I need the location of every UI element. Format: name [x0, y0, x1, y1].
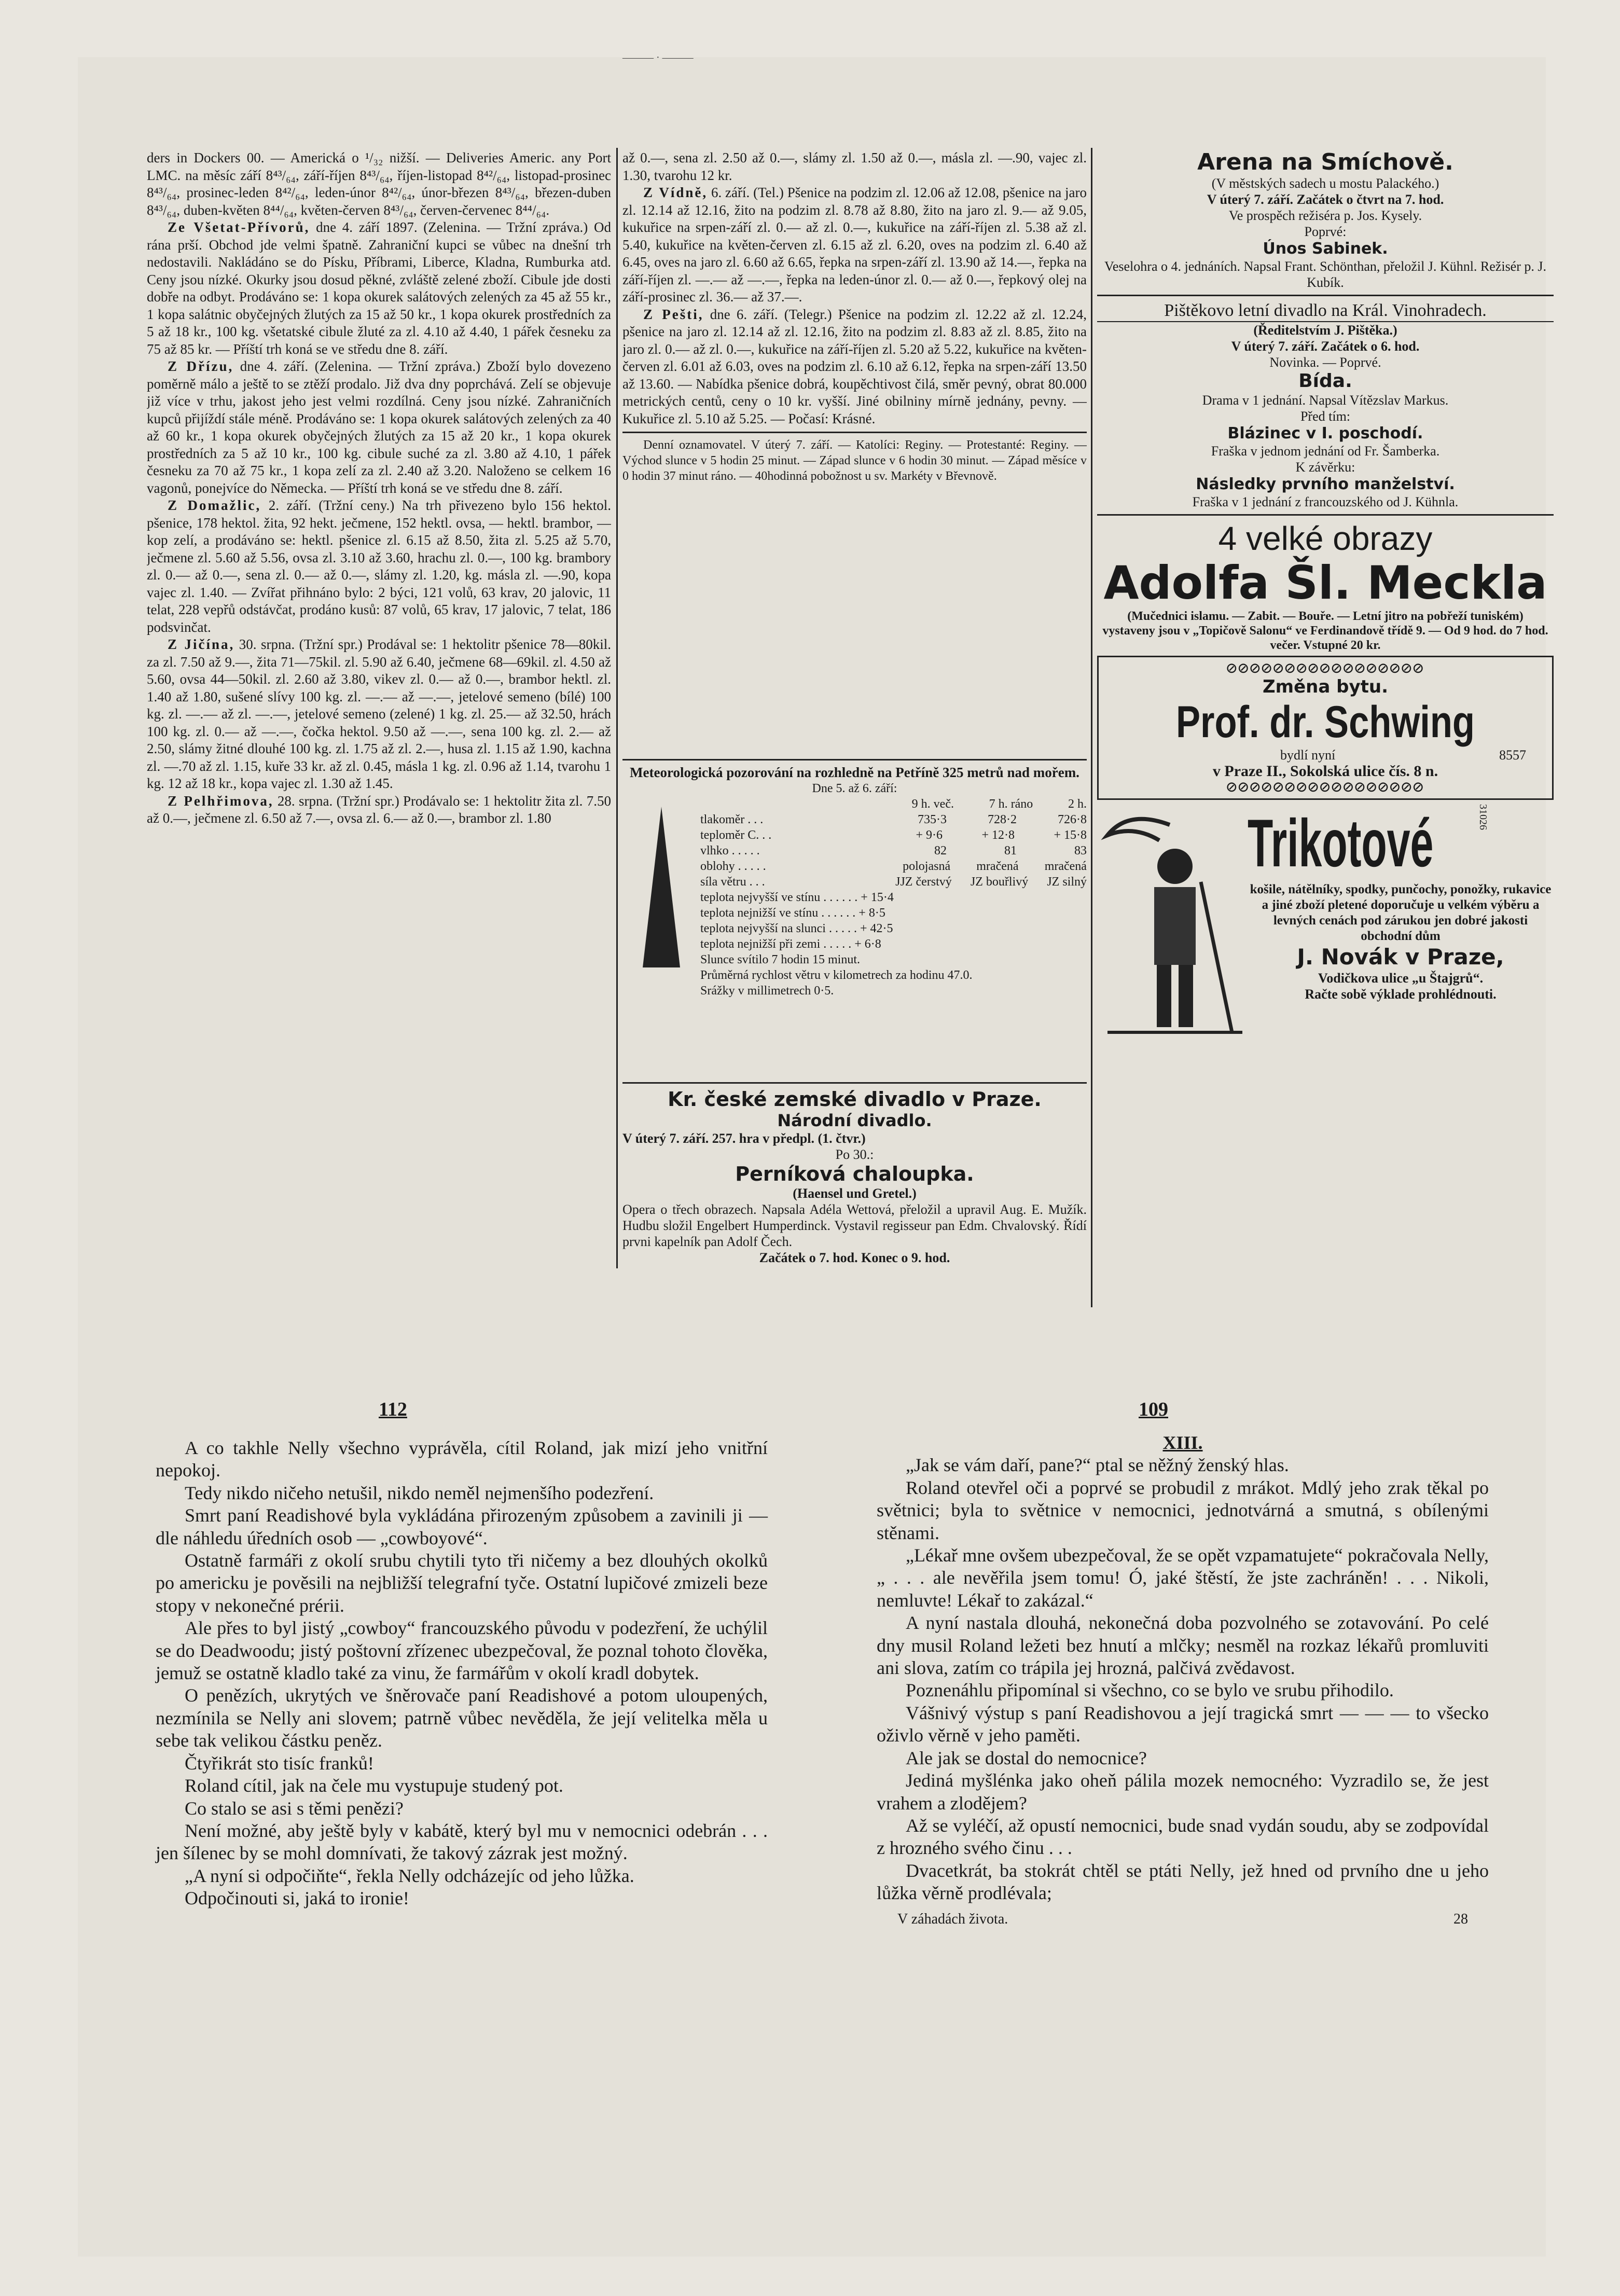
report-paragraph: Z Jičína, 30. srpna. (Tržní spr.) Prodával se: 1 hektolitr pšenice 78—80kil. za zl. 7.50 až 9.—, žita 71—75kil. zl. 5.90 až 6.40, ječmene 68—69kil. zl. 4.50 až 5.60, ovsa 44—50kil. zl. 2.60 až 3.80, vikev zl. 0.— až 0.—, brambor hektl. zl. 1.40 až 1.80, sušené slívy 100 kg. zl. —.— až —.—, jetelové semeno (bílé) 100 kg. zl. —.— až zl. —.—, jetelové semeno (zelené) 1 kg. zl. 25.— až 32.50, hrách 100 kg. zl. 0.— až —.—, čočka hektol. 9.50 až —.—, sena 100 kg. zl. 2.— až 2.50, slámy žitné dlouhé 100 kg. zl. 1.75 až zl. 2.—, husa zl. 1.15 až 1.90, kachna zl. —.70 až zl. 1.15, kuře 33 kr. až zl. 0.45, másla 1 kg. zl. 0.96 až 1.14, tvarohu 1 kg. 12 až 18 kr., kopa vajec zl. 1.30 až 1.45.	[147, 637, 611, 791]
novel-right	[877, 1432, 1489, 1930]
trikot-addr: Vodičkova ulice „u Štajgrů“.	[1318, 971, 1484, 986]
meckl-body: vystaveny jsou v „Topičově Salonu“ ve Ferdinandově třídě 9. — Od 9 hod. do 7 hod. večer. Vstupné 20 kr.	[1102, 624, 1548, 652]
footer-title: V záhadách života.	[897, 1911, 1008, 1927]
mountaineer-illustration-icon	[1097, 804, 1248, 1043]
trikot-foot: Račte sobě výklade prohlédnouti.	[1305, 987, 1497, 1002]
pistek-line1: V úterý 7. září. Začátek o 6. hod.	[1231, 339, 1420, 354]
meckl-sub: (Mučednici islamu. — Zabit. — Bouře. — Letní jitro na pobřeží tuniském)	[1127, 610, 1524, 623]
page-number-right: 109	[1139, 1399, 1168, 1420]
pistek-line3: Před tím:	[1300, 409, 1351, 424]
meteo-row: tlakoměr . . . 735·3 728·2 726·8	[700, 813, 1087, 826]
trikot-title: Trikotové	[1248, 805, 1434, 881]
ads-column	[1097, 149, 1554, 1306]
meteo-extra: Srážky v millimetrech 0·5.	[700, 984, 834, 998]
schwing-ad	[1097, 656, 1554, 800]
theatre-subtitle: (Haensel und Gretel.)	[793, 1186, 917, 1201]
meteo-extra: Průměrná rychlost větru v kilometrech za hodinu 47.0.	[700, 969, 973, 982]
theatre-head: Kr. české zemské divadlo v Praze.	[668, 1088, 1042, 1111]
chapter-heading: XIII.	[1162, 1432, 1203, 1453]
schwing-name: Prof. dr. Schwing	[1176, 697, 1475, 747]
pistek-line2: Novinka. — Poprvé.	[1269, 355, 1381, 370]
eiffel-tower-icon	[622, 796, 700, 999]
divider	[622, 759, 1087, 760]
report-paragraph: Z Vídně, 6. září. (Tel.) Pšenice na podzim zl. 12.06 až 12.08, pšenice na jaro zl. 12.14 až 12.16, žito na podzim zl. 8.78 až 8.80, žito na jaro zl. 9.— až 9.05, kukuřice na srpen-září zl. 0.— až zl. 0.—, kukuřice na září-říjen zl. 5.38 až zl. 5.40, kukuřice na květen-červen zl. 6.15 až zl. 6.20, oves na podzim zl. 6.40 až 6.45, oves na jaro zl. 6.60 až 6.65, řepka na srpen-září zl. 13.90 až 14.—, řepka na září-říjen zl. —.— až —.—, řepka na leden-únor zl. 0.— až 0.—, řepkový olej na září-prosinec zl. 36.— až 37.—.	[622, 185, 1087, 305]
report-paragraph: Z Dřízu, dne 4. září. (Zelenina. — Tržní zpráva.) Zboží bylo dovezeno poměrně málo a ještě to se ztěží prodalo. Již dva dny poprchává. Zelí se objevuje již více v trhu, jakost jeho jest velmi rozdílná. Ceny jsou nízké. Zahraničních kupců přijíždí stále méně. Prodáváno se: 1 kopa okurek salátových zelených za 40 až 60 kr., 1 kopa okurek obyčejných žlutých za 15 až 20 kr., 1 kopa okurek prostředních za 5 až 10 kr., 100 kg. cibule suché za zl. 3.80 až 4.10, 1 pářek česneku za 70 až 75 kr., 1 kopa zelí za zl. 2.40 až 3.20. Naloženo se celkem 16 vagonů, ponejvíce do Německa. — Příští trh koná se ve středu dne 8. září.	[147, 358, 611, 496]
column-rule-1	[616, 148, 618, 1268]
theatre-line1: V úterý 7. září. 257. hra v předpl. (1. čtvr.)	[622, 1131, 866, 1146]
novel-paragraph: A nyní nastala dlouhá, nekonečná doba pozvolného se zotavování. Po celé dny musil Roland ležeti bez hnutí a mlčky; nesměl na rozkaz lékařů promluviti ani slova, zatím co trápila jej hrozná, palčivá zvědavost.	[877, 1612, 1489, 1679]
schwing-code: 8557	[1499, 748, 1526, 763]
trikot-name: J. Novák v Praze,	[1297, 944, 1504, 970]
meteo-hours: 9 h. več. 7 h. ráno 2 h.	[911, 797, 1087, 811]
meckl-name: Adolfa Šl. Meckla	[1103, 556, 1547, 610]
theatre-times: Začátek o 7. hod. Konec o 9. hod.	[759, 1250, 950, 1265]
novel-paragraph: Vášnivý výstup s paní Readishovou a její tragická smrt — — — to všecko oživlo věrně v jeho paměti.	[877, 1702, 1489, 1746]
report-paragraph: Z Pešti, dne 6. září. (Telegr.) Pšenice na podzim zl. 12.22 až zl. 12.24, pšenice na jaro zl. 12.14 až zl. 12.16, žito na podzim zl. 8.83 až zl. 8.85, žito na jaro zl. 0.— až zl. 0.—, kukuřice na září-říjen zl. 5.20 až 5.22, kukuřice na květen-červen zl. 6.01 až 6.03, oves na podzim zl. 6.10 až 6.12, řepka na srpen-září 13.50 až 13.60. — Nabídka pšenice dobrá, koupěchtivost čilá, směr pevný, obrat 80.000 metrických centů, ceny o 10 kr. vyšší. Jiné obilniny mírně jednány, pevny. — Kukuřice zl. 5.10 až 5.25. — Počasí: Krásné.	[622, 306, 1087, 426]
pistek-title3: Následky prvního manželství.	[1196, 475, 1455, 493]
novel-paragraph: O penězích, ukrytých ve šněrovače paní Readishové a potom uloupených, nezmínila se Nelly ani slovem; patrně vůbec nevěděla, že její velitelka měla u sebe tak velikou částku peněz.	[156, 1685, 768, 1751]
meteo-extra: teplota nejvyšší ve stínu . . . . . . + 15·4	[700, 891, 894, 904]
pistek-body2: Fraška v jednom jednání od Fr. Šamberka.	[1211, 444, 1440, 459]
arena-line2: Ve prospěch režiséra p. Jos. Kysely.	[1228, 208, 1422, 223]
novel-paragraph: Jediná myšlénka jako oheň pálila mozek nemocného: Vyzradilo se, že jest vrahem a zlodějem?	[877, 1770, 1489, 1814]
novel-paragraph: Dvacetkrát, ba stokrát chtěl se ptáti Nelly, jež hned od prvního dne u jeho lůžka věrně prodlévala;	[877, 1860, 1489, 1904]
arena-body: Veselohra o 4. jednáních. Napsal Frant. Schönthan, přeložil J. Kühnl. Režisér p. J. Kubík.	[1104, 259, 1547, 290]
novel-paragraph: „Jak se vám daří, pane?“ ptal se něžný ženský hlas.	[906, 1455, 1289, 1476]
novel-paragraph: Tedy nikdo ničeho netušil, nikdo neměl nejmenšího podezření.	[185, 1482, 654, 1503]
market-reports-column-1	[147, 149, 611, 1265]
meteo-row: teploměr C. . . + 9·6 + 12·8 + 15·8	[700, 828, 1087, 842]
arena-line3: Poprvé:	[1304, 224, 1347, 239]
pistek-sub: (Ředitelstvím J. Pištěka.)	[1253, 323, 1397, 338]
meteo-row: síla větru . . . JJZ čerstvý JZ bouřlivý JZ silný	[700, 875, 1087, 889]
page-number-left: 112	[379, 1399, 407, 1420]
novel-paragraph: A co takhle Nelly všechno vyprávěla, cítil Roland, jak mizí jeho vnitřní nepokoj.	[156, 1437, 768, 1481]
novel-paragraph: Není možné, aby ještě byly v kabátě, který byl mu v nemocnici odebrán . . . jen šílenec by se mohl domnívati, že takový zázrak jest možný.	[156, 1820, 768, 1864]
theatre-body: Opera o třech obrazech. Napsala Adéla Wettová, přeložil a upravil Aug. E. Mužík. Hudbu složil Engelbert Humperdinck. Vystavil regisseur pan Edm. Chvalovský. Řídí prvni kapelník pan Adolf Čech.	[622, 1202, 1087, 1249]
novel-paragraph: Čtyřikrát sto tisíc franků!	[185, 1752, 374, 1774]
novel-left	[156, 1437, 768, 1910]
market-reports-column-2	[622, 149, 1087, 751]
novel-paragraph: Až se vyléčí, až opustí nemocnici, bude snad vydán soudu, aby se zodpovídal z hrozného svého činu . . .	[877, 1815, 1489, 1859]
divider	[622, 432, 1087, 433]
divider	[1097, 295, 1554, 296]
meteo-row: oblohy . . . . . polojasná mračená mračená	[700, 860, 1087, 873]
meteo-title: Meteorologická pozorování na rozhledně na Petříně 325 metrů nad mořem.	[630, 765, 1079, 780]
meteo-dates: Dne 5. až 6. září:	[812, 782, 897, 795]
novel-paragraph: Ostatně farmáři z okolí srubu chytili tyto tři ničemy a bez dlouhých okolků po americku je pověsili na nejbližší telegrafní tyče. Ostatní lupičové zmizeli beze stopy v nekonečné prérii.	[156, 1550, 768, 1616]
arena-sub: (V městských sadech u mostu Palackého.)	[1211, 176, 1439, 191]
top-strip: ——— · ———	[622, 52, 694, 63]
trikot-side: 31026	[1477, 804, 1489, 830]
column-rule-2	[1091, 148, 1092, 1307]
novel-paragraph: Roland otevřel oči a poprvé se probudil z mrákot. Mdlý jeho zrak těkal po světnici; byla to světnice v nemocnici, jednotvárná a smutná, s obílenými stěnami.	[877, 1477, 1489, 1543]
pistek-title2: Blázinec v I. poschodí.	[1227, 424, 1423, 442]
arena-head: Arena na Smíchově.	[1197, 149, 1453, 175]
report-paragraph: ders in Dockers 00. — Americká o ¹/₃₂ nižší. — Deliveries Americ. any Port LMC. na měsíc září 8⁴³/₆₄, září-říjen 8⁴³/₆₄, říjen-listopad 8⁴²/₆₄, listopad-prosinec 8⁴³/₆₄, prosinec-leden 8⁴²/₆₄, leden-únor 8⁴²/₆₄, únor-březen 8⁴³/₆₄, březen-duben 8⁴³/₆₄, duben-květen 8⁴⁴/₆₄, květen-červen 8⁴³/₆₄, červen-červenec 8⁴⁴/₆₄.	[147, 150, 611, 218]
schwing-line: bydlí nyní	[1280, 748, 1336, 763]
schwing-sub: Změna bytu.	[1262, 676, 1388, 697]
footer-number: 28	[1453, 1911, 1468, 1927]
theatre-block	[622, 1078, 1087, 1296]
arena-line1: V úterý 7. září. Začátek o čtvrt na 7. hod.	[1207, 192, 1444, 207]
meteo-row: vlhko . . . . . 82 81 83	[700, 844, 1087, 857]
novel-paragraph: Roland cítil, jak na čele mu vystupuje studený pot.	[185, 1775, 563, 1796]
schwing-addr: v Praze II., Sokolská ulice čís. 8 n.	[1212, 763, 1438, 780]
pistek-line4: K závěrku:	[1295, 460, 1355, 475]
theatre-title: Perníková chaloupka.	[735, 1163, 974, 1185]
theatre-sub: Národní divadlo.	[777, 1111, 932, 1130]
novel-paragraph: „A nyní si odpočiňte“, řekla Nelly odcházejíc od jeho lůžka.	[185, 1865, 634, 1886]
pistek-title: Bída.	[1298, 370, 1352, 392]
novel-paragraph: Odpočinouti si, jaká to ironie!	[185, 1888, 409, 1909]
novel-paragraph: „Lékař mne ovšem ubezpečoval, že se opět vzpamatujete“ pokračovala Nelly, „ . . . ale nevěřila jsem tomu! Ó, jaké štěstí, že jste zachráněn! . . . Nikoli, nemluvte! Lékař to zakázal.“	[877, 1545, 1489, 1611]
divider	[622, 1082, 1087, 1084]
pistek-head: Pištěkovo letní divadlo na Král. Vinohradech.	[1097, 300, 1554, 322]
report-paragraph: Ze Všetat-Přívorů, dne 4. září 1897. (Zelenina. — Tržní zpráva.) Od rána prší. Obchod jde velmi špatně. Zahraniční kupci se vůbec na dnešní trh nedostavili. Nakládáno se do Písku, Příbrami, Liberce, Kladna, Rumburka atd. Ceny jsou nízké. Okurky jsou dosud pěkné, zvláště zelené zboží. Cibule jde dosti dobře na odbyt. Prodáváno se: 1 kopa okurek salátových zelených za 45 až 55 kr., 1 kopa salátnic obyčejných žlutých za 15 až 50 kr., 1 kopa okurek prostředních za 5 až 18 kr., 100 kg. všetatské cibule žluté za zl. 4.10 až 4.40, 1 pářek česneku za 75 až 85 kr. — Příští trh koná se ve středu dne 8. září.	[147, 219, 611, 357]
divider	[1097, 514, 1554, 516]
meteo-extra: teplota nejnižší ve stínu . . . . . . + 8·5	[700, 906, 885, 920]
novel-paragraph: Ale přes to byl jistý „cowboy“ francouzského původu v podezření, že uchýlil se do Deadwoodu; jistý poštovní zřízenec ubezpečoval, že poznal tohoto člověka, jemuž se ostatně kladlo také za vinu, že farmářům v okolí kradl dobytek.	[156, 1617, 768, 1684]
report-paragraph: Z Domažlic, 2. září. (Tržní ceny.) Na trh přivezeno bylo 156 hektol. pšenice, 178 hektol. žita, 92 hekt. ječmene, 152 hektl. ovsa, — hektl. brambor, — kop zelí, a prodáváno se: hektl. pšenice zl. 6.15 až 8.50, žita zl. 5.25 až 5.70, ječmene zl. 5.60 až 5.56, ovsa zl. 3.10 až 3.60, hrachu zl. 0.—, 100 kg. brambory zl. 0.— až 0.—, sena zl. 0.— až 0.—, slámy zl. 1.20, kg. másla zl. —.90, kopa vajec zl. 1.40. — Zvířat přihnáno bylo: 2 býci, 121 volů, 63 krav, 20 jalovic, 11 telat, 228 vepřů odstávčat, prodáno kusů: 87 volů, 65 krav, 17 jalovic, 7 telat, 186 podsvinčat.	[147, 497, 611, 635]
pistek-body1: Drama v 1 jednání. Napsal Vítězslav Markus.	[1202, 393, 1449, 408]
report-paragraph: Z Pelhřimova, 28. srpna. (Tržní spr.) Prodávalo se: 1 hektolitr žita zl. 7.50 až 0.—, ječmene zl. 6.50 až 7.—, ovsa zl. 6.— až 0.—, brambor zl. 1.80	[147, 793, 611, 826]
novel-paragraph: Smrt paní Readishové byla vykládána přirozeným způsobem a zavinili ji — dle náhledu úředních osob — „cowboyové“.	[156, 1505, 768, 1548]
meteo-extra: teplota nejnižší při zemi . . . . . + 6·8	[700, 937, 881, 951]
meckl-top: 4 velké obrazy	[1218, 520, 1433, 557]
theatre-line2: Po 30.:	[835, 1147, 874, 1162]
meteo-block	[622, 755, 1087, 1076]
novel-paragraph: Co stalo se asi s těmi penězi?	[185, 1797, 404, 1819]
pistek-body3: Fraška v 1 jednání z francouzského od J. Kühnla.	[1192, 494, 1459, 509]
arena-title: Únos Sabinek.	[1263, 240, 1388, 258]
trikot-body: košile, nátělníky, spodky, punčochy, ponožky, rukavice a jiné zboží pletené doporučuje u velkém výběru a levných cenách pod zárukou jen dobré jakosti obchodní dům	[1250, 882, 1552, 943]
novel-paragraph: Ale jak se dostal do nemocnice?	[906, 1747, 1147, 1768]
meteo-extra: Slunce svítilo 7 hodin 15 minut.	[700, 953, 861, 966]
chain-border: ⊘⊘⊘⊘⊘⊘⊘⊘⊘⊘⊘⊘⊘⊘⊘⊘⊘	[1226, 658, 1424, 679]
chain-border: ⊘⊘⊘⊘⊘⊘⊘⊘⊘⊘⊘⊘⊘⊘⊘⊘⊘	[1226, 777, 1424, 797]
trikot-ad	[1097, 804, 1554, 1043]
novel-paragraph: Poznenáhlu připomínal si všechno, co se bylo ve srubu přihodilo.	[906, 1680, 1394, 1701]
calendar-notice: Denní oznamovatel. V úterý 7. září. — Katolíci: Reginy. — Protestanté: Reginy. — Východ slunce v 5 hodin 25 minut. — Západ slunce v 6 hodin 30 minut. — Západ měsíce v 0 hodin 37 minut ráno. — 40hodinná pobožnost u sv. Markéty v Břevnově.	[622, 438, 1087, 483]
meteo-extra: teplota nejvyšší na slunci . . . . . + 42·5	[700, 922, 893, 935]
report-paragraph: až 0.—, sena zl. 2.50 až 0.—, slámy zl. 1.50 až 0.—, másla zl. —.90, vajec zl. 1.30, tvarohu 12 kr.	[622, 150, 1087, 183]
newspaper-page	[78, 52, 1552, 2257]
